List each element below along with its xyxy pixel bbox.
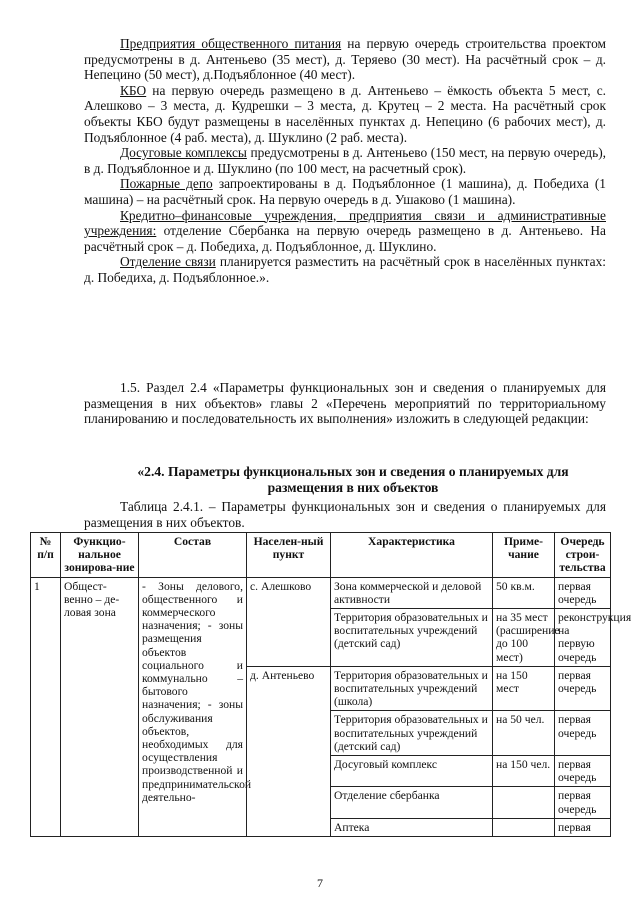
header-stage: Очередь строи-тельства [555, 533, 611, 578]
cell-stage: первая [555, 818, 611, 836]
header-zoning: Функцио-нальное зонирова-ние [61, 533, 139, 578]
table-row [31, 577, 611, 608]
cell-num: 1 [31, 577, 61, 836]
zones-table [30, 532, 632, 837]
header-place: Населен-ный пункт [247, 533, 331, 578]
paragraph-credit: Кредитно–финансовые учреждения, предприятия связи и административные учреждения: отделение Сбербанка на первую очередь размещено в д. Антеньево. На расчётный срок – д. Победиха, д. Подъяблонное, д. Шуклино. [84, 207, 606, 254]
header-composition: Состав [139, 533, 247, 578]
cell-stage: первая очередь [555, 787, 611, 818]
header-note: Приме-чание [493, 533, 555, 578]
table-header-row [31, 533, 611, 578]
cell-composition: - Зоны делового, общественного и коммерческого назначения; - зоны размещения объектов социального и коммунально – бытового назначения; - зоны обслуживания объектов, необходимых для осуществления производственной и предпринимательской деятельно- [139, 577, 247, 836]
cell-place: с. Алешково [247, 577, 331, 666]
header-num: № п/п [31, 533, 61, 578]
cell-characteristic: Отделение сбербанка [331, 787, 493, 818]
cell-characteristic: Территория образовательных и воспитательных учреждений (школа) [331, 666, 493, 711]
cell-note: на 50 чел. [493, 711, 555, 756]
header-characteristic: Характеристика [331, 533, 493, 578]
cell-stage: первая очередь [555, 756, 611, 787]
paragraph-food: Предприятия общественного питания на первую очередь строительства проектом предусмотрены в д. Антеньево (35 мест), д. Теряево (30 мест). На расчётный срок – д. Непецино (50 мест), д.Подъяблонное (40 мест). [84, 36, 606, 83]
facilities-text [84, 36, 606, 286]
cell-note: 50 кв.м. [493, 577, 555, 608]
cell-characteristic: Территория образовательных и воспитательных учреждений (детский сад) [331, 609, 493, 667]
cell-stage: первая очередь [555, 666, 611, 711]
section-heading: «2.4. Параметры функциональных зон и сведения о планируемых для размещения в них объектов [137, 464, 569, 495]
page-number: 7 [317, 876, 323, 890]
cell-characteristic: Аптека [331, 818, 493, 836]
paragraph-leisure: Досуговые комплексы предусмотрены в д. Антеньево (150 мест, на первую очередь), в д. Подъяблонное и д. Шуклино (по 100 мест, на расчетный срок). [84, 145, 606, 176]
cell-note: на 150 мест [493, 666, 555, 711]
paragraph-fire: Пожарные депо запроектированы в д. Подъяблонное (1 машина), д. Победиха (1 машина) – на расчётный срок. На первую очередь в д. Ушаково (1 машина). [84, 176, 607, 207]
cell-stage: реконструкция на первую очередь [555, 609, 611, 667]
section-paragraph: 1.5. Раздел 2.4 «Параметры функциональных зон и сведения о планируемых для размещения в них объектов» главы 2 «Перечень мероприятий по территориальному планированию и последовательность их выполнения» изложить в следующей редакции: [84, 380, 606, 427]
cell-characteristic: Досуговый комплекс [331, 756, 493, 787]
cell-characteristic: Зона коммерческой и деловой активности [331, 577, 493, 608]
table-caption: Таблица 2.4.1. – Параметры функциональных зон и сведения о планируемых для размещения в них объектов. [84, 499, 606, 530]
cell-note [493, 818, 555, 836]
cell-characteristic: Территория образовательных и воспитательных учреждений (детский сад) [331, 711, 493, 756]
cell-stage: первая очередь [555, 711, 611, 756]
cell-zoning: Общест-венно – де-ловая зона [61, 577, 139, 836]
cell-place: д. Антеньево [247, 666, 331, 836]
cell-note: на 150 чел. [493, 756, 555, 787]
paragraph-comm: Отделение связи планируется разместить на расчётный срок в населённых пунктах: д. Победиха, д. Подъяблонное.». [84, 254, 606, 285]
cell-stage: первая очередь [555, 577, 611, 608]
paragraph-kbo: КБО на первую очередь размещено в д. Антеньево – ёмкость объекта 5 мест, с. Алешково – 3 места, д. Кудрешки – 3 места, д. Крутец – 2 места. На расчётный срок объекты КБО будут размещены в населённых пунктах д. Непецино (6 рабочих мест), д. Подъяблонное (4 раб. места), д. Шуклино (2 раб. места). [84, 82, 606, 145]
cell-note [493, 787, 555, 818]
cell-note: на 35 мест (расширение до 100 мест) [493, 609, 555, 667]
